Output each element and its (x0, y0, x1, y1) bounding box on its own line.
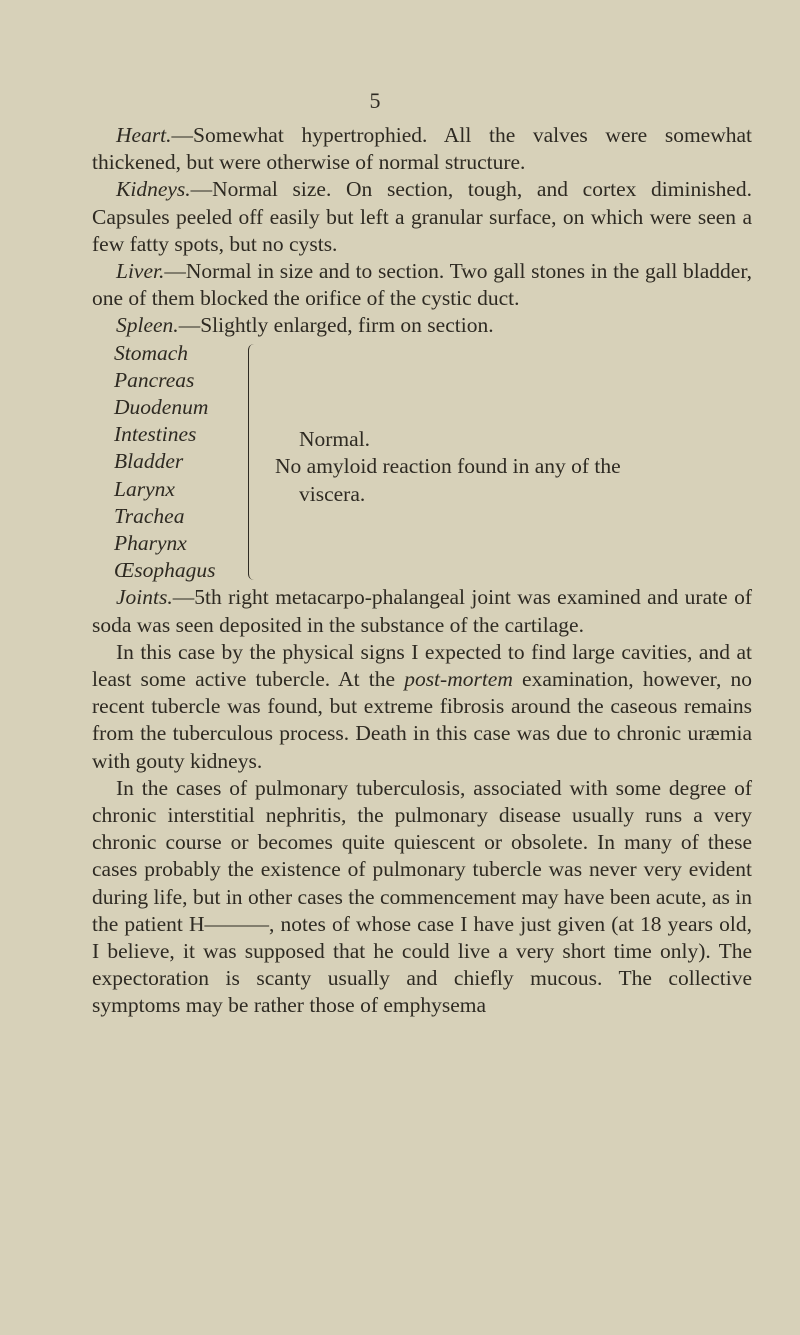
joints-label: Joints. (116, 585, 173, 610)
kidneys-paragraph (92, 176, 752, 258)
organ-group (92, 340, 752, 585)
organ-item: Pancreas (114, 367, 195, 392)
para1-after: examination, however, no recent tubercle was found, but extreme fibrosis around the caseous remains from the tuberculous process. Death in this case was due to chronic uræmia with gouty kidneys. (92, 666, 753, 773)
organ-item: Duodenum (114, 395, 209, 419)
result-line-3: viscera. (299, 481, 366, 506)
organ-item: Pharynx (114, 530, 187, 555)
liver-label: Liver. (116, 259, 165, 284)
result-line-1: Normal. (299, 427, 371, 452)
heart-label: Heart. (116, 123, 172, 147)
spleen-label: Spleen. (116, 313, 179, 338)
body-text (92, 122, 752, 1020)
post-mortem-italic: post-mortem (404, 666, 513, 691)
heart-paragraph (92, 122, 752, 176)
spleen-paragraph (92, 312, 752, 339)
liver-text: —Normal in size and to section. Two gall stones in the gall bladder, one of them blocked the orifice of the cystic duct. (92, 259, 752, 311)
joints-paragraph (92, 584, 752, 638)
organ-list (114, 340, 244, 585)
organ-item: Bladder (114, 449, 184, 474)
brace-icon (248, 344, 261, 581)
organ-result (275, 340, 621, 585)
kidneys-label: Kidneys. (116, 177, 191, 202)
kidneys-text: —Normal size. On section, tough, and cortex diminished. Capsules peeled off easily but left a granular surface, on which were seen a few fatty spots, but no cysts. (92, 177, 752, 256)
heart-text: —Somewhat hypertrophied. All the valves were somewhat thickened, but were otherwise of normal structure. (92, 123, 752, 175)
discussion-paragraph-2: In the cases of pulmonary tuberculosis, associated with some degree of chronic interstitial nephritis, the pulmonary disease usually runs a very chronic course or becomes quite quiescent or obsolete. In many of these cases probably the existence of pulmonary tubercle was never very evident during life, but in other cases the commencement may have been acute, as in the patient H———, notes of whose case I have just given (at 18 years old, I believe, it was supposed that he could live a very short time only). The expectoration is scanty usually and chiefly mucous. The collective symptoms may be rather those of emphysema (92, 775, 752, 1018)
organ-item: Stomach (114, 340, 189, 365)
organ-item: Œsophagus (114, 558, 216, 583)
spleen-text: —Slightly enlarged, firm on section. (178, 313, 494, 338)
organ-item: Intestines (114, 422, 197, 447)
joints-text: —5th right metacarpo-phalangeal joint was examined and urate of soda was seen deposited in the substance of the cartilage. (92, 585, 752, 637)
page-number: 5 (369, 88, 381, 113)
result-line-2: No amyloid reaction found in any of the (275, 454, 621, 479)
organ-item: Larynx (114, 476, 175, 501)
discussion-paragraph-1 (92, 639, 752, 775)
organ-item: Trachea (114, 503, 185, 528)
liver-paragraph (92, 258, 752, 312)
para1-before: In this case by the physical signs I expected to find large cavities, and at least some active tubercle. At the (92, 639, 752, 691)
